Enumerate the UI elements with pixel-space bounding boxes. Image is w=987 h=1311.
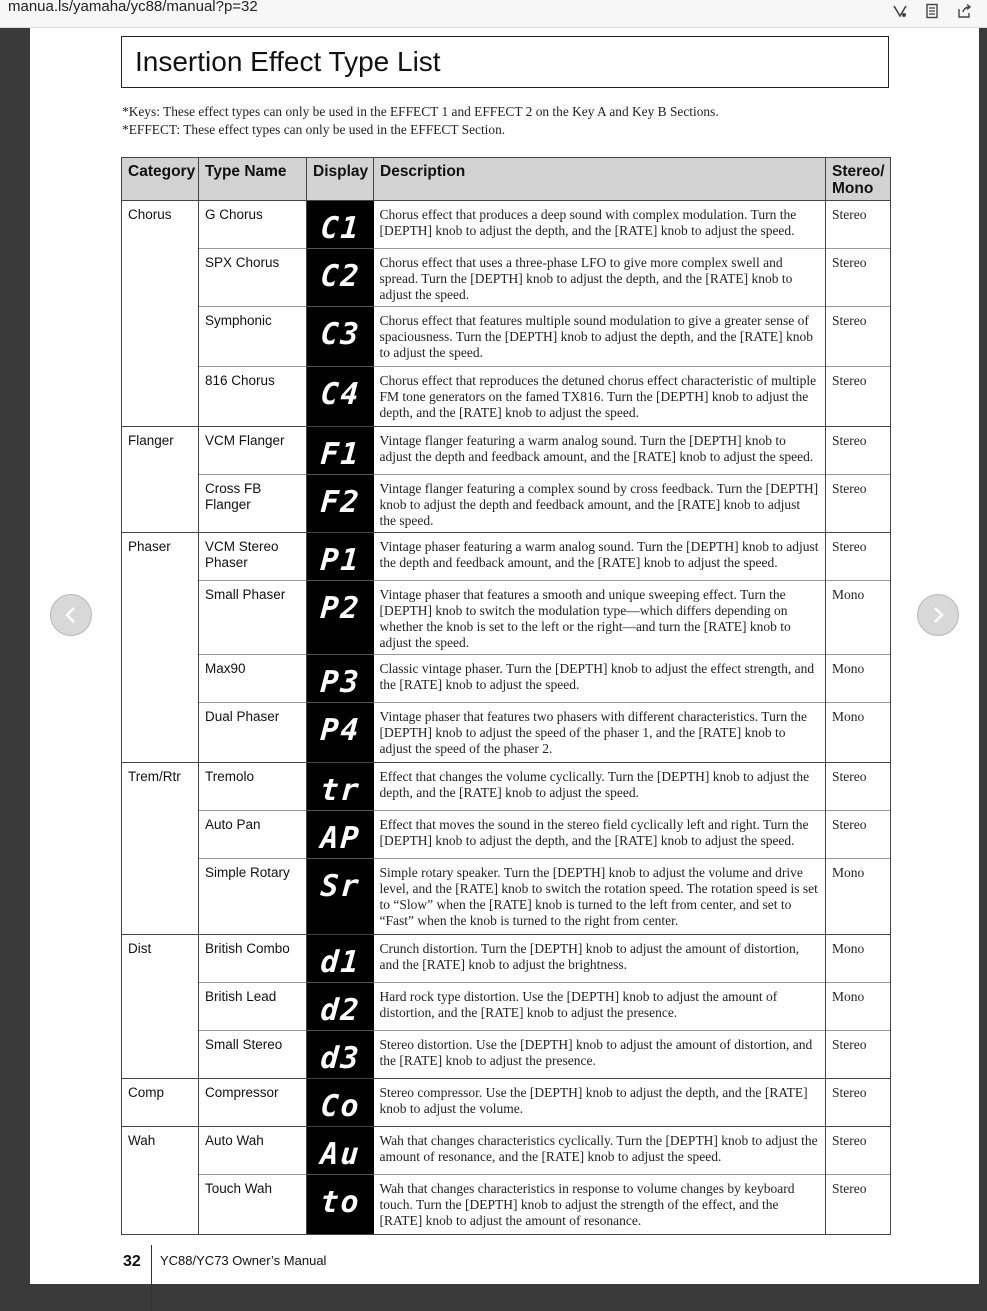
stereo-mono-cell: Stereo <box>826 201 891 249</box>
stereo-mono-cell: Stereo <box>826 1175 891 1235</box>
category-cell: Phaser <box>122 533 199 581</box>
display-cell <box>307 859 374 935</box>
header-type-name: Type Name <box>199 158 307 201</box>
previous-page-button[interactable] <box>50 594 92 636</box>
header-display: Display <box>307 158 374 201</box>
display-cell <box>307 201 374 249</box>
notes <box>122 103 719 138</box>
led-display-code: C2 <box>319 259 362 294</box>
header-category: Category <box>122 158 199 201</box>
description-cell: Vintage phaser that features two phasers with different characteristics. Turn the [DEPTH] knob to adjust the speed of the phaser 1, and the [RATE] knob to adjust the speed of the phaser 2. <box>374 703 826 763</box>
category-cell <box>122 307 199 367</box>
table-row <box>122 763 891 811</box>
category-cell: Trem/Rtr <box>122 763 199 811</box>
led-display-code: d2 <box>319 993 362 1028</box>
category-cell <box>122 703 199 763</box>
stereo-mono-cell: Mono <box>826 935 891 983</box>
display-cell <box>307 763 374 811</box>
header-description: Description <box>374 158 826 201</box>
led-display-code: P2 <box>319 591 362 626</box>
share-icon[interactable] <box>955 2 973 20</box>
footer-title: YC88/YC73 Owner’s Manual <box>160 1253 327 1268</box>
next-page-button[interactable] <box>917 594 959 636</box>
led-display-code: P3 <box>319 665 362 700</box>
type-name-cell: Touch Wah <box>199 1175 307 1235</box>
type-name-cell: Max90 <box>199 655 307 703</box>
type-name-cell: Symphonic <box>199 307 307 367</box>
table-row <box>122 655 891 703</box>
led-display-code: tr <box>319 773 362 808</box>
description-cell: Chorus effect that reproduces the detuned chorus effect characteristic of multiple FM tone generators on the famed TX816. Turn the [DEPTH] knob to adjust the depth, and the [RATE] knob to adjust the speed. <box>374 367 826 427</box>
stereo-mono-cell: Stereo <box>826 1031 891 1079</box>
table-row <box>122 859 891 935</box>
led-display-code: AP <box>319 821 362 856</box>
table-row <box>122 367 891 427</box>
table-row <box>122 811 891 859</box>
category-cell <box>122 367 199 427</box>
display-cell <box>307 533 374 581</box>
category-cell <box>122 249 199 307</box>
led-display-code: Au <box>319 1137 362 1172</box>
category-cell <box>122 655 199 703</box>
table-row <box>122 201 891 249</box>
description-cell: Effect that moves the sound in the stereo field cyclically left and right. Turn the [DEPTH] knob to adjust the depth, and the [RATE] knob to adjust the speed. <box>374 811 826 859</box>
led-display-code: P1 <box>319 543 362 578</box>
display-cell <box>307 427 374 475</box>
stereo-mono-cell: Stereo <box>826 249 891 307</box>
led-display-code: to <box>319 1185 362 1220</box>
display-cell <box>307 935 374 983</box>
category-cell <box>122 475 199 533</box>
footer-rule <box>151 1245 152 1311</box>
display-cell <box>307 1031 374 1079</box>
led-display-code: C4 <box>319 377 362 412</box>
chevron-right-icon <box>928 605 948 625</box>
table-row <box>122 1031 891 1079</box>
browser-toolbar <box>0 0 987 28</box>
stereo-mono-cell: Stereo <box>826 1127 891 1175</box>
description-cell: Vintage phaser featuring a warm analog sound. Turn the [DEPTH] knob to adjust the depth and feedback amount, and the [RATE] knob to adjust the speed. <box>374 533 826 581</box>
table-row <box>122 581 891 655</box>
title-box <box>121 36 889 88</box>
reader-mode-icon[interactable] <box>891 2 909 20</box>
type-name-cell: Tremolo <box>199 763 307 811</box>
led-display-code: d3 <box>319 1041 362 1076</box>
stereo-mono-cell: Mono <box>826 703 891 763</box>
type-name-cell: Auto Wah <box>199 1127 307 1175</box>
type-name-cell: Auto Pan <box>199 811 307 859</box>
table-row <box>122 935 891 983</box>
display-cell <box>307 983 374 1031</box>
note-keys: *Keys: These effect types can only be used in the EFFECT 1 and EFFECT 2 on the Key A and Key B Sections. <box>122 104 719 119</box>
stereo-mono-cell: Stereo <box>826 533 891 581</box>
description-cell: Wah that changes characteristics in response to volume changes by keyboard touch. Turn the [DEPTH] knob to adjust the strength of the effect, and the [RATE] knob to adjust the amount of resonance. <box>374 1175 826 1235</box>
led-display-code: F2 <box>319 485 362 520</box>
display-cell <box>307 581 374 655</box>
category-cell: Wah <box>122 1127 199 1175</box>
category-cell <box>122 581 199 655</box>
description-cell: Effect that changes the volume cyclically. Turn the [DEPTH] knob to adjust the depth, and the [RATE] knob to adjust the speed. <box>374 763 826 811</box>
display-cell <box>307 1079 374 1127</box>
chevron-left-icon <box>61 605 81 625</box>
category-cell <box>122 1175 199 1235</box>
type-name-cell: Simple Rotary <box>199 859 307 935</box>
table-row <box>122 983 891 1031</box>
table-row <box>122 475 891 533</box>
display-cell <box>307 307 374 367</box>
category-cell: Flanger <box>122 427 199 475</box>
description-cell: Chorus effect that features multiple sound modulation to give a greater sense of spaciousness. Turn the [DEPTH] knob to adjust the depth, and the [RATE] knob to adjust the speed. <box>374 307 826 367</box>
display-cell <box>307 703 374 763</box>
type-name-cell: Dual Phaser <box>199 703 307 763</box>
table-row <box>122 249 891 307</box>
type-name-cell: SPX Chorus <box>199 249 307 307</box>
table-row <box>122 1127 891 1175</box>
table-header-row <box>122 158 891 201</box>
description-cell: Hard rock type distortion. Use the [DEPTH] knob to adjust the amount of distortion, and the [RATE] knob to adjust the presence. <box>374 983 826 1031</box>
manual-page <box>30 28 979 1284</box>
stereo-mono-cell: Mono <box>826 581 891 655</box>
category-cell <box>122 811 199 859</box>
stereo-mono-cell: Stereo <box>826 811 891 859</box>
category-cell <box>122 983 199 1031</box>
description-cell: Crunch distortion. Turn the [DEPTH] knob to adjust the amount of distortion, and the [RATE] knob to adjust the brightness. <box>374 935 826 983</box>
table-row <box>122 703 891 763</box>
type-name-cell: G Chorus <box>199 201 307 249</box>
stereo-mono-cell: Mono <box>826 655 891 703</box>
led-display-code: P4 <box>319 713 362 748</box>
type-name-cell: VCM Stereo Phaser <box>199 533 307 581</box>
display-cell <box>307 475 374 533</box>
table-row <box>122 427 891 475</box>
stereo-mono-cell: Stereo <box>826 307 891 367</box>
led-display-code: C3 <box>319 317 362 352</box>
stereo-mono-cell: Mono <box>826 859 891 935</box>
display-cell <box>307 367 374 427</box>
display-cell <box>307 811 374 859</box>
effect-type-table <box>121 157 891 1235</box>
description-cell: Vintage flanger featuring a complex sound by cross feedback. Turn the [DEPTH] knob to adjust the depth and feedback amount, and the [RATE] knob to adjust the speed. <box>374 475 826 533</box>
description-cell: Stereo distortion. Use the [DEPTH] knob to adjust the amount of distortion, and the [RATE] knob to adjust the presence. <box>374 1031 826 1079</box>
type-name-cell: British Combo <box>199 935 307 983</box>
description-cell: Classic vintage phaser. Turn the [DEPTH] knob to adjust the effect strength, and the [RATE] knob to adjust the speed. <box>374 655 826 703</box>
note-effect: *EFFECT: These effect types can only be used in the EFFECT Section. <box>122 121 506 137</box>
category-cell: Comp <box>122 1079 199 1127</box>
page-number: 32 <box>123 1253 141 1270</box>
display-cell <box>307 655 374 703</box>
stereo-mono-cell: Stereo <box>826 427 891 475</box>
category-cell <box>122 859 199 935</box>
type-name-cell: Compressor <box>199 1079 307 1127</box>
description-cell: Simple rotary speaker. Turn the [DEPTH] knob to adjust the volume and drive level, and the [RATE] knob to switch the rotation speed. The rotation speed is set to “Slow” when the [RATE] knob is turned to the left from center, and set to “Fast” when the knob is turned to the right from center. <box>374 859 826 935</box>
document-icon[interactable] <box>923 2 941 20</box>
led-display-code: d1 <box>319 945 362 980</box>
stereo-mono-cell: Stereo <box>826 1079 891 1127</box>
type-name-cell: Cross FB Flanger <box>199 475 307 533</box>
description-cell: Stereo compressor. Use the [DEPTH] knob to adjust the depth, and the [RATE] knob to adjust the volume. <box>374 1079 826 1127</box>
category-cell: Dist <box>122 935 199 983</box>
description-cell: Chorus effect that produces a deep sound with complex modulation. Turn the [DEPTH] knob to adjust the depth, and the [RATE] knob to adjust the speed. <box>374 201 826 249</box>
description-cell: Vintage phaser that features a smooth and unique sweeping effect. Turn the [DEPTH] knob to switch the modulation type—which differs depending on whether the knob is set to the left or the right—and turn the [RATE] knob to adjust the speed. <box>374 581 826 655</box>
type-name-cell: VCM Flanger <box>199 427 307 475</box>
category-cell <box>122 1031 199 1079</box>
type-name-cell: Small Phaser <box>199 581 307 655</box>
header-stereo-mono: Stereo/ Mono <box>826 158 891 201</box>
category-cell: Chorus <box>122 201 199 249</box>
display-cell <box>307 1175 374 1235</box>
description-cell: Chorus effect that uses a three-phase LFO to give more complex swell and spread. Turn the [DEPTH] knob to adjust the depth, and the [RATE] knob to adjust the speed. <box>374 249 826 307</box>
led-display-code: F1 <box>319 437 362 472</box>
led-display-code: C1 <box>319 211 362 246</box>
table-row <box>122 307 891 367</box>
type-name-cell: Small Stereo <box>199 1031 307 1079</box>
table-row <box>122 533 891 581</box>
description-cell: Vintage flanger featuring a warm analog sound. Turn the [DEPTH] knob to adjust the depth and feedback amount, and the [RATE] knob to adjust the speed. <box>374 427 826 475</box>
led-display-code: Sr <box>319 869 362 904</box>
stereo-mono-cell: Stereo <box>826 367 891 427</box>
toolbar-icons <box>891 2 973 20</box>
display-cell <box>307 249 374 307</box>
stereo-mono-cell: Stereo <box>826 475 891 533</box>
table-row <box>122 1079 891 1127</box>
type-name-cell: 816 Chorus <box>199 367 307 427</box>
stereo-mono-cell: Stereo <box>826 763 891 811</box>
description-cell: Wah that changes characteristics cyclically. Turn the [DEPTH] knob to adjust the amount of resonance, and the [RATE] knob to adjust the speed. <box>374 1127 826 1175</box>
table-row <box>122 1175 891 1235</box>
address-bar-url[interactable]: manua.ls/yamaha/yc88/manual?p=32 <box>8 0 258 15</box>
page-title: Insertion Effect Type List <box>135 46 441 77</box>
type-name-cell: British Lead <box>199 983 307 1031</box>
stereo-mono-cell: Mono <box>826 983 891 1031</box>
display-cell <box>307 1127 374 1175</box>
led-display-code: Co <box>319 1089 362 1124</box>
